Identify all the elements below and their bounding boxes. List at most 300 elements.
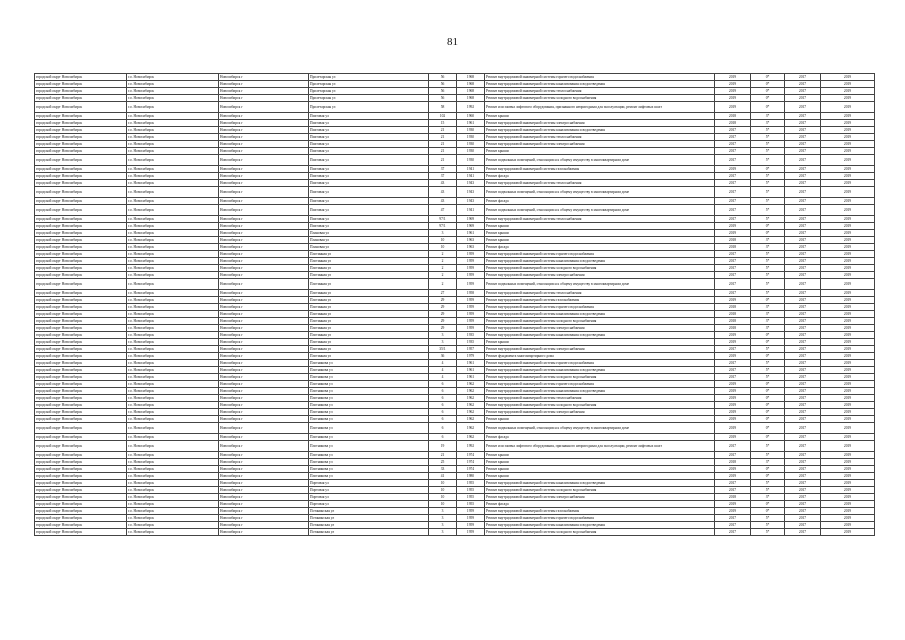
cell-house: 21 — [429, 452, 457, 459]
cell-street: Плотинная ул — [309, 304, 429, 311]
cell-build-year: 1962 — [457, 409, 485, 416]
cell-street: Пихтовая ул — [309, 205, 429, 216]
cell-street: Плотникова ул — [309, 434, 429, 441]
cell-street: Плотникова ул — [309, 367, 429, 374]
cell-settlement: г.о. Новосибирск — [127, 494, 219, 501]
cell-period-start: 2017 — [785, 423, 821, 434]
cell-plan-year: 2017 — [715, 205, 751, 216]
cell-work-type: Ремонт крыши — [485, 230, 715, 237]
cell-period-start: 2017 — [785, 155, 821, 166]
table-row — [35, 487, 875, 494]
cell-percent: 3* — [751, 459, 785, 466]
cell-work-type: Ремонт внутридомовой инженерной системы теплоснабжения — [485, 216, 715, 223]
cell-house: 6 — [429, 423, 457, 434]
cell-period-end: 2019 — [821, 95, 875, 102]
cell-work-type: Ремонт внутридомовой инженерной системы канализования и водоотведения — [485, 522, 715, 529]
cell-build-year: 1961 — [457, 120, 485, 127]
cell-city: Новосибирск г — [219, 272, 309, 279]
cell-period-end: 2019 — [821, 113, 875, 120]
cell-city: Новосибирск г — [219, 494, 309, 501]
cell-okrug: городской округ Новосибирск — [35, 494, 127, 501]
cell-okrug: городской округ Новосибирск — [35, 223, 127, 230]
cell-plan-year: 2017 — [715, 452, 751, 459]
cell-city: Новосибирск г — [219, 74, 309, 81]
cell-street: Плотникова ул — [309, 423, 429, 434]
cell-street: Плотникова ул — [309, 459, 429, 466]
cell-street: Плотинная ул — [309, 297, 429, 304]
cell-street: Плотинная ул — [309, 258, 429, 265]
cell-street: Пихтовая ул — [309, 127, 429, 134]
table-row — [35, 279, 875, 290]
cell-percent: 0* — [751, 332, 785, 339]
table-row — [35, 237, 875, 244]
cell-period-start: 2017 — [785, 409, 821, 416]
cell-settlement: г.о. Новосибирск — [127, 360, 219, 367]
cell-period-start: 2017 — [785, 388, 821, 395]
table-row — [35, 173, 875, 180]
cell-period-start: 2017 — [785, 205, 821, 216]
cell-period-start: 2017 — [785, 434, 821, 441]
cell-period-start: 2017 — [785, 480, 821, 487]
cell-house: 37 — [429, 166, 457, 173]
cell-percent: 0* — [751, 95, 785, 102]
table-row — [35, 480, 875, 487]
cell-work-type: Ремонт внутридомовой инженерной системы электроснабжения — [485, 346, 715, 353]
table-row — [35, 297, 875, 304]
table-row — [35, 339, 875, 346]
cell-work-type: Ремонт крыши — [485, 473, 715, 480]
cell-work-type: Ремонт внутридомовой инженерной системы канализования и водоотведения — [485, 388, 715, 395]
cell-work-type: Ремонт фасада — [485, 244, 715, 251]
cell-okrug: городской округ Новосибирск — [35, 297, 127, 304]
cell-period-start: 2017 — [785, 127, 821, 134]
cell-okrug: городской округ Новосибирск — [35, 244, 127, 251]
cell-street: Пихтовая ул — [309, 187, 429, 198]
cell-street: Плотникова ул — [309, 466, 429, 473]
cell-house: 41 — [429, 473, 457, 480]
cell-settlement: г.о. Новосибирск — [127, 141, 219, 148]
cell-percent: 3* — [751, 311, 785, 318]
cell-okrug: городской округ Новосибирск — [35, 155, 127, 166]
table-row — [35, 374, 875, 381]
cell-plan-year: 2017 — [715, 134, 751, 141]
cell-work-type: Ремонт фасада — [485, 434, 715, 441]
cell-settlement: г.о. Новосибирск — [127, 459, 219, 466]
cell-okrug: городской округ Новосибирск — [35, 134, 127, 141]
cell-okrug: городской округ Новосибирск — [35, 141, 127, 148]
table-row — [35, 258, 875, 265]
cell-street: Пихтовая ул — [309, 113, 429, 120]
cell-build-year: 1941 — [457, 205, 485, 216]
cell-work-type: Ремонт или замена лифтового оборудования, признанного непригодным для эксплуатации, ремонт лифтовых шахт — [485, 441, 715, 452]
cell-house: 6 — [429, 395, 457, 402]
cell-street: Потанинская ул — [309, 529, 429, 536]
cell-build-year: 1955 — [457, 487, 485, 494]
cell-settlement: г.о. Новосибирск — [127, 251, 219, 258]
cell-work-type: Ремонт фасада — [485, 198, 715, 205]
cell-house: 58 — [429, 102, 457, 113]
table-row — [35, 134, 875, 141]
cell-work-type: Ремонт внутридомовой инженерной системы горячего водоснабжения — [485, 360, 715, 367]
cell-house: 2 — [429, 258, 457, 265]
cell-city: Новосибирск г — [219, 134, 309, 141]
cell-house: 10 — [429, 237, 457, 244]
cell-work-type: Ремонт внутридомовой инженерной системы холодного водоснабжения — [485, 529, 715, 536]
cell-city: Новосибирск г — [219, 381, 309, 388]
cell-city: Новосибирск г — [219, 223, 309, 230]
cell-build-year: 1969 — [457, 223, 485, 230]
cell-percent: 5* — [751, 522, 785, 529]
table-row — [35, 187, 875, 198]
cell-period-start: 2017 — [785, 325, 821, 332]
cell-plan-year: 2019 — [715, 339, 751, 346]
cell-okrug: городской округ Новосибирск — [35, 332, 127, 339]
cell-okrug: городской округ Новосибирск — [35, 272, 127, 279]
cell-street: Плотинная ул — [309, 332, 429, 339]
cell-street: Плотинная ул — [309, 290, 429, 297]
cell-period-end: 2019 — [821, 155, 875, 166]
cell-plan-year: 2017 — [715, 374, 751, 381]
cell-settlement: г.о. Новосибирск — [127, 265, 219, 272]
cell-plan-year: 2017 — [715, 522, 751, 529]
cell-okrug: городской округ Новосибирск — [35, 501, 127, 508]
cell-build-year: 1980 — [457, 473, 485, 480]
cell-period-start: 2017 — [785, 272, 821, 279]
cell-plan-year: 2019 — [715, 416, 751, 423]
cell-plan-year: 2018 — [715, 120, 751, 127]
cell-percent: 5* — [751, 141, 785, 148]
works-table-body — [35, 74, 875, 536]
cell-settlement: г.о. Новосибирск — [127, 374, 219, 381]
cell-okrug: городской округ Новосибирск — [35, 388, 127, 395]
cell-period-start: 2017 — [785, 529, 821, 536]
cell-plan-year: 2019 — [715, 102, 751, 113]
cell-street: Пихтовая ул — [309, 120, 429, 127]
cell-okrug: городской округ Новосибирск — [35, 423, 127, 434]
cell-street: Плотникова ул — [309, 381, 429, 388]
cell-period-start: 2017 — [785, 180, 821, 187]
cell-build-year: 1935 — [457, 339, 485, 346]
cell-period-end: 2019 — [821, 423, 875, 434]
cell-okrug: городской округ Новосибирск — [35, 529, 127, 536]
cell-percent: 5* — [751, 290, 785, 297]
cell-plan-year: 2017 — [715, 290, 751, 297]
cell-work-type: Ремонт крыши — [485, 466, 715, 473]
cell-period-end: 2019 — [821, 244, 875, 251]
cell-city: Новосибирск г — [219, 374, 309, 381]
cell-build-year: 1930 — [457, 155, 485, 166]
cell-settlement: г.о. Новосибирск — [127, 388, 219, 395]
cell-work-type: Ремонт крыши — [485, 237, 715, 244]
cell-period-start: 2017 — [785, 487, 821, 494]
cell-okrug: городской округ Новосибирск — [35, 290, 127, 297]
cell-plan-year: 2019 — [715, 434, 751, 441]
table-row — [35, 244, 875, 251]
cell-okrug: городской округ Новосибирск — [35, 230, 127, 237]
cell-work-type: Ремонт внутридомовой инженерной системы холодного водоснабжения — [485, 402, 715, 409]
cell-house: 21 — [429, 155, 457, 166]
cell-build-year: 1941 — [457, 166, 485, 173]
cell-okrug: городской округ Новосибирск — [35, 515, 127, 522]
cell-street: Пихтовая ул — [309, 134, 429, 141]
cell-plan-year: 2017 — [715, 367, 751, 374]
cell-settlement: г.о. Новосибирск — [127, 166, 219, 173]
cell-house: 33 — [429, 466, 457, 473]
cell-plan-year: 2019 — [715, 508, 751, 515]
cell-house: 56 — [429, 88, 457, 95]
cell-percent: 5* — [751, 148, 785, 155]
cell-plan-year: 2017 — [715, 265, 751, 272]
cell-plan-year: 2019 — [715, 388, 751, 395]
cell-work-type: Ремонт крыши — [485, 416, 715, 423]
cell-house: 4 — [429, 360, 457, 367]
cell-period-start: 2017 — [785, 501, 821, 508]
cell-city: Новосибирск г — [219, 180, 309, 187]
cell-settlement: г.о. Новосибирск — [127, 148, 219, 155]
cell-okrug: городской округ Новосибирск — [35, 279, 127, 290]
cell-build-year: 1955 — [457, 501, 485, 508]
cell-city: Новосибирск г — [219, 353, 309, 360]
cell-work-type: Ремонт подвальных помещений, относящихся к общему имуществу в многоквартирном доме — [485, 423, 715, 434]
cell-work-type: Ремонт внутридомовой инженерной системы канализования и водоотведения — [485, 258, 715, 265]
cell-settlement: г.о. Новосибирск — [127, 318, 219, 325]
cell-plan-year: 2019 — [715, 423, 751, 434]
table-row — [35, 459, 875, 466]
cell-settlement: г.о. Новосибирск — [127, 367, 219, 374]
cell-street: Плотникова ул — [309, 360, 429, 367]
cell-settlement: г.о. Новосибирск — [127, 81, 219, 88]
cell-settlement: г.о. Новосибирск — [127, 244, 219, 251]
cell-work-type: Ремонт подвальных помещений, относящихся к общему имуществу в многоквартирном доме — [485, 205, 715, 216]
cell-street: Пихтовая ул — [309, 166, 429, 173]
cell-work-type: Ремонт внутридомовой инженерной системы газоснабжения — [485, 166, 715, 173]
cell-percent: 0* — [751, 74, 785, 81]
cell-okrug: городской округ Новосибирск — [35, 360, 127, 367]
cell-city: Новосибирск г — [219, 173, 309, 180]
cell-okrug: городской округ Новосибирск — [35, 473, 127, 480]
cell-percent: 0* — [751, 102, 785, 113]
cell-plan-year: 2017 — [715, 141, 751, 148]
cell-period-start: 2017 — [785, 223, 821, 230]
cell-house: 6 — [429, 388, 457, 395]
cell-percent: 5* — [751, 180, 785, 187]
cell-okrug: городской округ Новосибирск — [35, 402, 127, 409]
cell-work-type: Ремонт внутридомовой инженерной системы горячего водоснабжения — [485, 381, 715, 388]
cell-work-type: Ремонт внутридомовой инженерной системы электроснабжения — [485, 494, 715, 501]
cell-plan-year: 2019 — [715, 501, 751, 508]
cell-street: Плотинная ул — [309, 265, 429, 272]
cell-work-type: Ремонт внутридомовой инженерной системы электроснабжения — [485, 272, 715, 279]
cell-city: Новосибирск г — [219, 360, 309, 367]
cell-street: Плотинная ул — [309, 272, 429, 279]
cell-city: Новосибирск г — [219, 251, 309, 258]
cell-city: Новосибирск г — [219, 452, 309, 459]
cell-plan-year: 2019 — [715, 223, 751, 230]
cell-city: Новосибирск г — [219, 113, 309, 120]
cell-city: Новосибирск г — [219, 441, 309, 452]
table-row — [35, 148, 875, 155]
cell-period-end: 2019 — [821, 81, 875, 88]
cell-build-year: 1957 — [457, 346, 485, 353]
cell-period-start: 2017 — [785, 216, 821, 223]
cell-street: Пихтовая ул — [309, 223, 429, 230]
cell-plan-year: 2019 — [715, 95, 751, 102]
cell-period-end: 2019 — [821, 251, 875, 258]
cell-build-year: 1968 — [457, 74, 485, 81]
cell-city: Новосибирск г — [219, 155, 309, 166]
cell-period-end: 2019 — [821, 452, 875, 459]
cell-plan-year: 2018 — [715, 237, 751, 244]
table-row — [35, 522, 875, 529]
table-row — [35, 120, 875, 127]
cell-city: Новосибирск г — [219, 88, 309, 95]
cell-period-end: 2019 — [821, 120, 875, 127]
cell-build-year: 1959 — [457, 265, 485, 272]
cell-period-start: 2017 — [785, 74, 821, 81]
cell-okrug: городской округ Новосибирск — [35, 120, 127, 127]
cell-street: Пихтовая ул — [309, 148, 429, 155]
cell-work-type: Ремонт подвальных помещений, относящихся к общему имуществу в многоквартирном доме — [485, 279, 715, 290]
cell-city: Новосибирск г — [219, 237, 309, 244]
cell-settlement: г.о. Новосибирск — [127, 127, 219, 134]
cell-period-start: 2017 — [785, 381, 821, 388]
cell-settlement: г.о. Новосибирск — [127, 529, 219, 536]
cell-plan-year: 2017 — [715, 279, 751, 290]
cell-build-year: 1943 — [457, 187, 485, 198]
cell-house: 4 — [429, 367, 457, 374]
table-row — [35, 265, 875, 272]
cell-period-end: 2019 — [821, 141, 875, 148]
cell-city: Новосибирск г — [219, 311, 309, 318]
cell-plan-year: 2018 — [715, 244, 751, 251]
cell-city: Новосибирск г — [219, 205, 309, 216]
cell-period-end: 2019 — [821, 318, 875, 325]
cell-period-end: 2019 — [821, 304, 875, 311]
cell-period-start: 2017 — [785, 230, 821, 237]
cell-street: Плановая ул — [309, 230, 429, 237]
cell-period-end: 2019 — [821, 529, 875, 536]
cell-percent: 5* — [751, 452, 785, 459]
cell-period-end: 2019 — [821, 346, 875, 353]
cell-period-end: 2019 — [821, 381, 875, 388]
cell-okrug: городской округ Новосибирск — [35, 95, 127, 102]
cell-street: Пихтовая ул — [309, 155, 429, 166]
cell-settlement: г.о. Новосибирск — [127, 409, 219, 416]
cell-work-type: Ремонт внутридомовой инженерной системы теплоснабжения — [485, 290, 715, 297]
cell-period-start: 2017 — [785, 466, 821, 473]
cell-build-year: 1962 — [457, 434, 485, 441]
cell-house: 27 — [429, 290, 457, 297]
table-row — [35, 127, 875, 134]
cell-period-end: 2019 — [821, 297, 875, 304]
cell-city: Новосибирск г — [219, 120, 309, 127]
table-row — [35, 434, 875, 441]
cell-street: Плотинная ул — [309, 339, 429, 346]
cell-percent: 5* — [751, 187, 785, 198]
cell-build-year: 1968 — [457, 88, 485, 95]
cell-settlement: г.о. Новосибирск — [127, 272, 219, 279]
cell-work-type: Ремонт внутридомовой инженерной системы горячего водоснабжения — [485, 251, 715, 258]
cell-plan-year: 2019 — [715, 353, 751, 360]
table-row — [35, 501, 875, 508]
cell-build-year: 1930 — [457, 127, 485, 134]
cell-house: 29 — [429, 318, 457, 325]
cell-settlement: г.о. Новосибирск — [127, 102, 219, 113]
cell-work-type: Ремонт подвальных помещений, относящихся к общему имуществу в многоквартирном доме — [485, 187, 715, 198]
cell-house: 35/1 — [429, 346, 457, 353]
cell-period-end: 2019 — [821, 508, 875, 515]
cell-period-start: 2017 — [785, 198, 821, 205]
table-row — [35, 141, 875, 148]
cell-city: Новосибирск г — [219, 522, 309, 529]
table-row — [35, 74, 875, 81]
table-row — [35, 508, 875, 515]
cell-okrug: городской округ Новосибирск — [35, 113, 127, 120]
cell-period-start: 2017 — [785, 251, 821, 258]
cell-okrug: городской округ Новосибирск — [35, 173, 127, 180]
cell-city: Новосибирск г — [219, 416, 309, 423]
cell-build-year: 1943 — [457, 198, 485, 205]
cell-build-year: 1935 — [457, 332, 485, 339]
cell-street: Плотникова ул — [309, 441, 429, 452]
cell-work-type: Ремонт внутридомовой инженерной системы электроснабжения — [485, 409, 715, 416]
cell-build-year: 1962 — [457, 388, 485, 395]
table-row — [35, 290, 875, 297]
cell-percent: 0* — [751, 395, 785, 402]
cell-plan-year: 2018 — [715, 318, 751, 325]
cell-period-end: 2019 — [821, 290, 875, 297]
cell-city: Новосибирск г — [219, 318, 309, 325]
cell-plan-year: 2019 — [715, 395, 751, 402]
table-row — [35, 216, 875, 223]
cell-period-end: 2019 — [821, 402, 875, 409]
table-row — [35, 332, 875, 339]
cell-city: Новосибирск г — [219, 244, 309, 251]
cell-build-year: 1968 — [457, 95, 485, 102]
cell-house: 6 — [429, 402, 457, 409]
cell-build-year: 1959 — [457, 251, 485, 258]
cell-city: Новосибирск г — [219, 332, 309, 339]
cell-settlement: г.о. Новосибирск — [127, 325, 219, 332]
cell-house: 43 — [429, 187, 457, 198]
cell-okrug: городской округ Новосибирск — [35, 466, 127, 473]
cell-settlement: г.о. Новосибирск — [127, 452, 219, 459]
cell-street: Пихтовая ул — [309, 141, 429, 148]
cell-okrug: городской округ Новосибирск — [35, 381, 127, 388]
cell-house: 3 — [429, 522, 457, 529]
cell-house: 10 — [429, 487, 457, 494]
cell-period-end: 2019 — [821, 515, 875, 522]
cell-okrug: городской округ Новосибирск — [35, 325, 127, 332]
cell-percent: 0* — [751, 501, 785, 508]
cell-period-end: 2019 — [821, 325, 875, 332]
cell-percent: 0* — [751, 230, 785, 237]
cell-plan-year: 2018 — [715, 494, 751, 501]
cell-period-end: 2019 — [821, 409, 875, 416]
table-row — [35, 205, 875, 216]
cell-street: Плотинная ул — [309, 251, 429, 258]
cell-plan-year: 2018 — [715, 113, 751, 120]
cell-plan-year: 2019 — [715, 466, 751, 473]
cell-house: 3 — [429, 515, 457, 522]
cell-percent: 5* — [751, 374, 785, 381]
cell-build-year: 1959 — [457, 515, 485, 522]
cell-period-start: 2017 — [785, 120, 821, 127]
cell-settlement: г.о. Новосибирск — [127, 311, 219, 318]
cell-settlement: г.о. Новосибирск — [127, 297, 219, 304]
cell-city: Новосибирск г — [219, 487, 309, 494]
cell-percent: 5* — [751, 360, 785, 367]
